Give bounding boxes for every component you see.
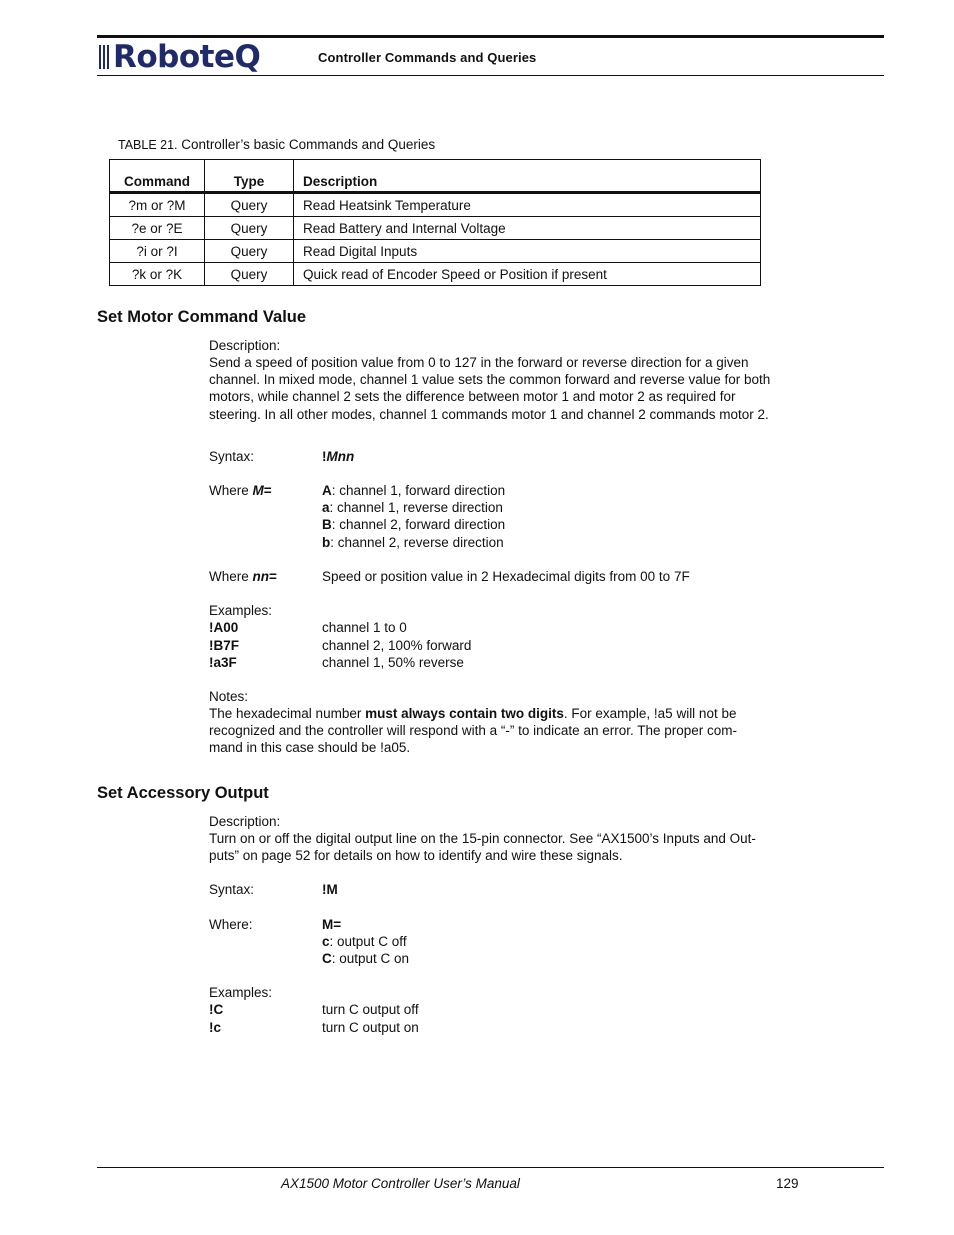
- section-heading-accessory: Set Accessory Output: [97, 784, 269, 802]
- motor-where-nn-label: Where nn=: [209, 569, 277, 584]
- motor-syntax-value: [322, 448, 354, 465]
- accessory-syntax-value: !M: [322, 882, 338, 897]
- motor-example-text: channel 1 to 0: [322, 620, 407, 635]
- motor-example-cmd: !B7F: [209, 638, 239, 653]
- list-item: C: output C on: [322, 951, 410, 967]
- cell-type: Query: [205, 263, 294, 286]
- page-number: 129: [776, 1176, 799, 1191]
- table-row: [110, 240, 761, 263]
- table-header-row: [110, 160, 761, 193]
- table-caption: [118, 137, 435, 152]
- table-row: [110, 217, 761, 240]
- syntax-bang: !: [322, 449, 327, 464]
- motor-example-cmd: !A00: [209, 620, 239, 635]
- notes-line: mand in this case should be !a05.: [209, 740, 411, 756]
- list-item: b: channel 2, reverse direction: [322, 534, 504, 550]
- column-header-description: Description: [294, 160, 761, 193]
- motor-examples-label: Examples:: [209, 603, 273, 618]
- description-line: Turn on or off the digital output line on the 15-pin connector. See “AX1500’s Inputs and Out-: [209, 831, 756, 846]
- accessory-description-label: Description:: [209, 814, 281, 829]
- motor-syntax-label: Syntax:: [209, 449, 255, 464]
- commands-table: [109, 159, 761, 286]
- list-item: B: channel 2, forward direction: [322, 517, 506, 533]
- accessory-example-text: turn C output on: [322, 1020, 419, 1035]
- column-header-type: Type: [205, 160, 294, 193]
- logo-bars-icon: [99, 45, 109, 69]
- cell-command: ?e or ?E: [110, 217, 205, 240]
- cell-command: ?i or ?I: [110, 240, 205, 263]
- roboteq-logo: [99, 40, 260, 74]
- logo-text: RoboteQ: [113, 38, 261, 75]
- section-heading-motor: Set Motor Command Value: [97, 308, 307, 326]
- cell-description: Read Battery and Internal Voltage: [294, 217, 761, 240]
- list-item: a: channel 1, reverse direction: [322, 500, 503, 516]
- description-line: puts” on page 52 for details on how to identify and wire these signals.: [209, 848, 623, 864]
- motor-example-text: channel 2, 100% forward: [322, 638, 472, 653]
- motor-notes-text: [209, 705, 775, 757]
- cell-command: ?m or ?M: [110, 193, 205, 217]
- header-title: Controller Commands and Queries: [318, 50, 537, 65]
- where-head: M=: [322, 917, 342, 932]
- cell-type: Query: [205, 193, 294, 217]
- motor-notes-label: Notes:: [209, 689, 249, 704]
- motor-example-cmd: !a3F: [209, 655, 237, 670]
- cell-type: Query: [205, 240, 294, 263]
- table-caption-title: Controller’s basic Commands and Queries: [181, 137, 436, 152]
- accessory-where-label: Where:: [209, 917, 253, 932]
- accessory-example-cmd: !c: [209, 1020, 222, 1035]
- footer-rule: [97, 1167, 884, 1168]
- motor-where-m-label: Where M=: [209, 483, 272, 498]
- accessory-example-cmd: !C: [209, 1002, 224, 1017]
- cell-command: ?k or ?K: [110, 263, 205, 286]
- accessory-where-options: [322, 916, 409, 968]
- motor-description-label: Description:: [209, 338, 281, 353]
- motor-example-text: channel 1, 50% reverse: [322, 655, 464, 670]
- cell-description: Quick read of Encoder Speed or Position if present: [294, 263, 761, 286]
- accessory-description-text: [209, 830, 775, 864]
- table-row: [110, 263, 761, 286]
- motor-m-options: [322, 482, 505, 551]
- motor-description-text: Send a speed of position value from 0 to 127 in the forward or reverse direction for a given channel. In mixed mode, channel 1 value sets the common forward and reverse value for both motors, while channel 2 sets the difference between motor 1 and motor 2 as required for steering. In all other modes, channel 1 commands motor 1 and channel 2 commands motor 2.: [209, 355, 771, 422]
- cell-description: Read Digital Inputs: [294, 240, 761, 263]
- accessory-syntax-label: Syntax:: [209, 882, 255, 897]
- footer-title: AX1500 Motor Controller User’s Manual: [281, 1176, 520, 1191]
- table-row: [110, 193, 761, 217]
- cell-type: Query: [205, 217, 294, 240]
- table-caption-label: TABLE 21.: [118, 138, 178, 152]
- motor-nn-text: Speed or position value in 2 Hexadecimal digits from 00 to 7F: [322, 569, 690, 584]
- notes-line: recognized and the controller will respond with a “-” to indicate an error. The proper com-: [209, 723, 738, 739]
- cell-description: Read Heatsink Temperature: [294, 193, 761, 217]
- accessory-example-text: turn C output off: [322, 1002, 419, 1017]
- notes-line: The hexadecimal number must always contain two digits. For example, !a5 will not be: [209, 706, 737, 721]
- list-item: c: output C off: [322, 934, 407, 950]
- list-item: A: channel 1, forward direction: [322, 483, 506, 498]
- header-top-rule: [97, 35, 884, 38]
- syntax-var: Mnn: [326, 449, 355, 464]
- header-bottom-rule: [97, 75, 884, 76]
- accessory-examples-label: Examples:: [209, 985, 273, 1000]
- column-header-command: Command: [110, 160, 205, 193]
